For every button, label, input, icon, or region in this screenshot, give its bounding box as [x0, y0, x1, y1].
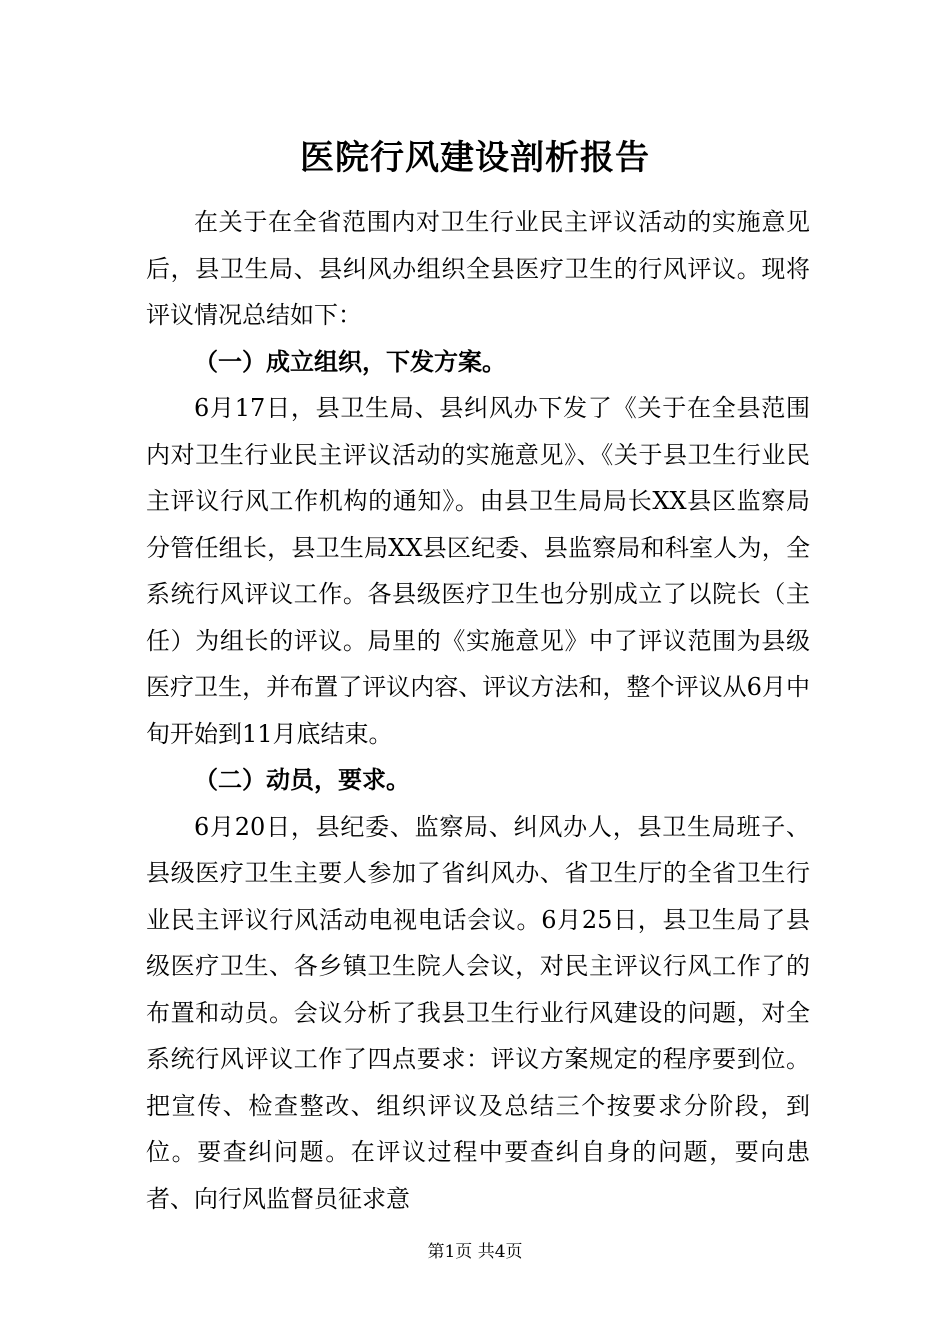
intro-paragraph: 在关于在全省范围内对卫生行业民主评议活动的实施意见后，县卫生局、县纠风办组织全县医疗卫生的行风评议。现将评议情况总结如下：	[146, 208, 810, 329]
page-footer: 第1页 共4页	[427, 1242, 523, 1262]
section-heading-2: （二）动员，要求。	[194, 766, 410, 794]
section-1-paragraph: 6月17日，县卫生局、县纠风办下发了《关于在全县范围内对卫生行业民主评议活动的实施意见》、《关于县卫生行业民主评议行风工作机构的通知》。由县卫生局局长XX县区监察局分管任组长，县卫生局XX县区纪委、县监察局和科室人为，全系统行风评议工作。各县级医疗卫生也分别成立了以院长（主任）为组长的评议。局里的《实施意见》中了评议范围为县级医疗卫生，并布置了评议内容、评议方法和，整个评议从6月中旬开始到11月底结束。	[146, 394, 810, 748]
section-heading-1: （一）成立组织，下发方案。	[194, 347, 506, 376]
document-title: 医院行风建设剖析报告	[300, 138, 650, 178]
document-body	[146, 199, 810, 1222]
section-2-paragraph: 6月20日，县纪委、监察局、纠风办人，县卫生局班子、县级医疗卫生主要人参加了省纠风办、省卫生厅的全省卫生行业民主评议行风活动电视电话会议。6月25日，县卫生局了县级医疗卫生、各乡镇卫生院人会议，对民主评议行风工作了的布置和动员。会议分析了我县卫生行业行风建设的问题，对全系统行风评议工作了四点要求：评议方案规定的程序要到位。把宣传、检查整改、组织评议及总结三个按要求分阶段，到位。要查纠问题。在评议过程中要查纠自身的问题，要向患者、向行风监督员征求意	[146, 812, 810, 1213]
